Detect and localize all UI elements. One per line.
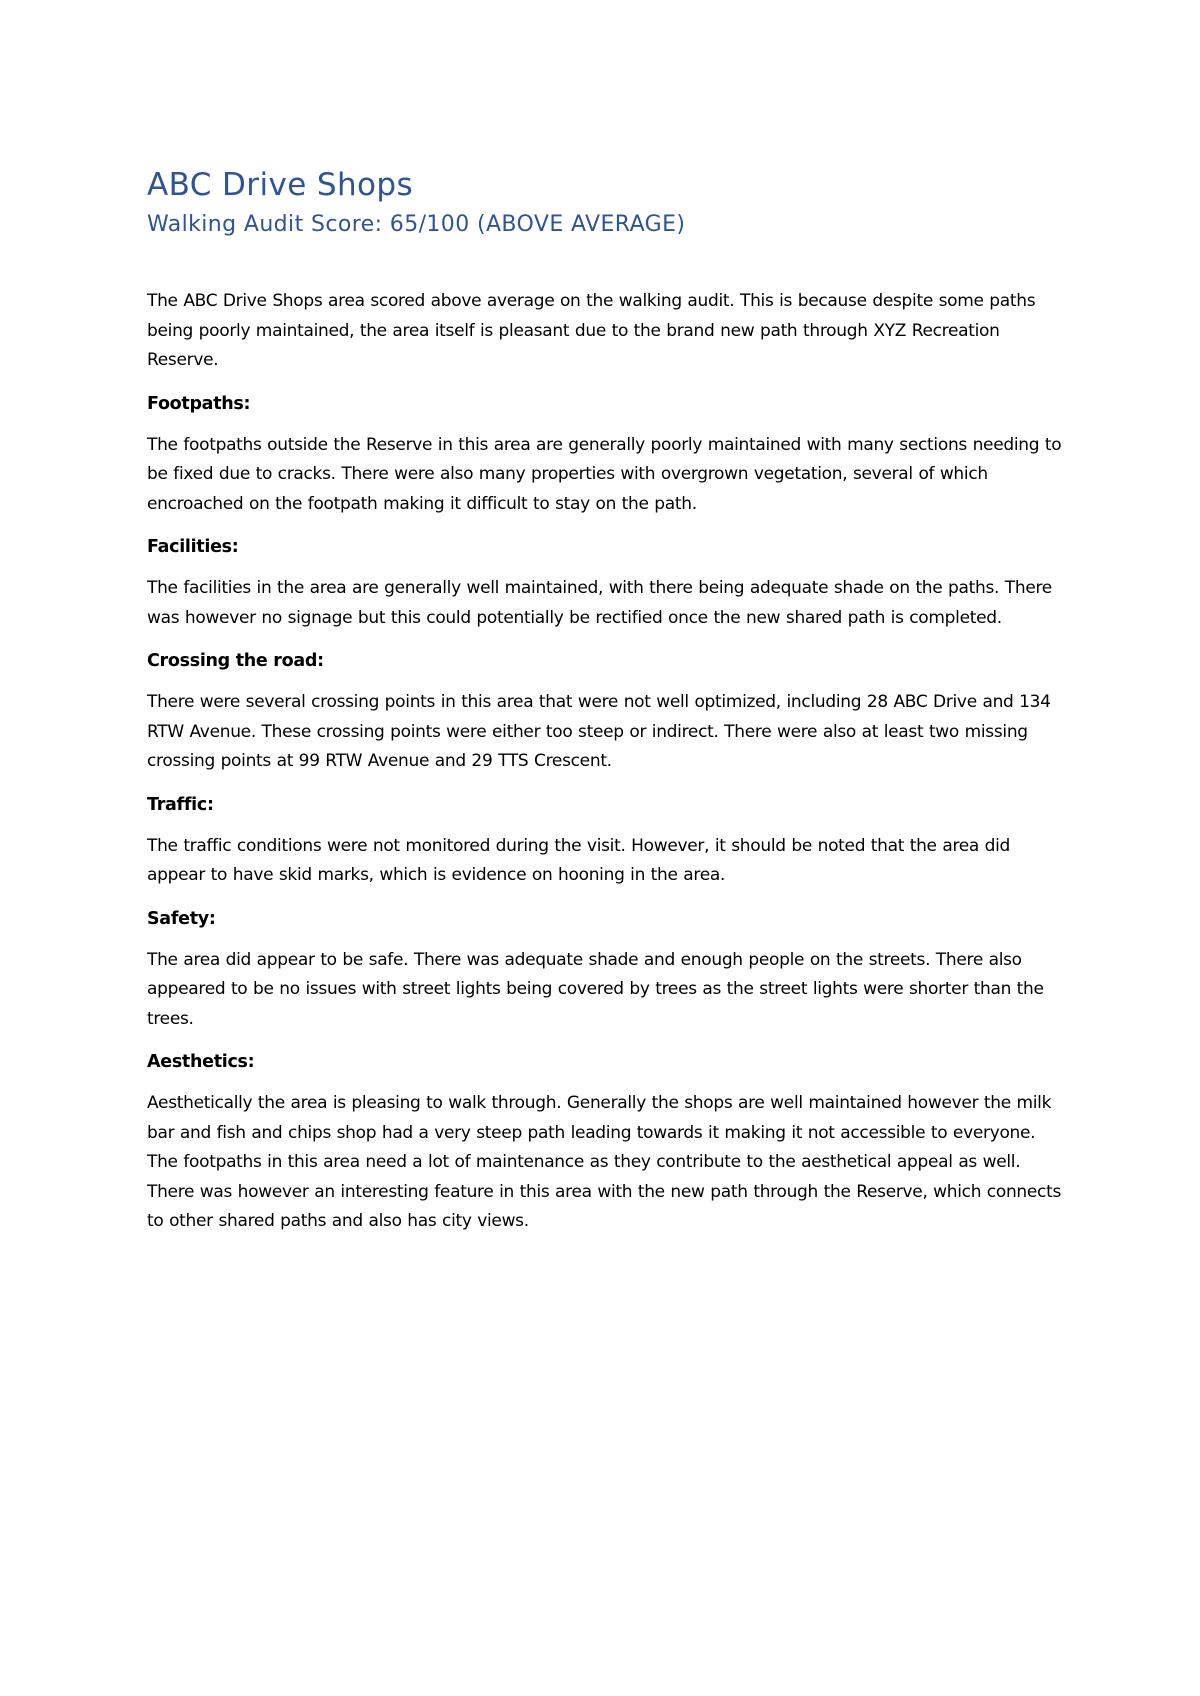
section-heading: Safety:	[147, 908, 216, 929]
section-paragraph: The area did appear to be safe. There was adequate shade and enough people on the streets. There also appeared to be no issues with street lights being covered by trees as the street lights were shorter than the trees.	[147, 949, 1044, 1029]
section-crossing-the-road	[147, 647, 1067, 777]
section-heading: Traffic:	[147, 794, 214, 815]
section-facilities	[147, 533, 1067, 633]
section-traffic	[147, 791, 1067, 891]
section-safety	[147, 905, 1067, 1035]
section-heading: Facilities:	[147, 537, 239, 557]
section-footpaths	[147, 390, 1067, 520]
section-heading: Footpaths:	[147, 393, 251, 414]
section-aesthetics	[147, 1048, 1067, 1237]
section-paragraph: The footpaths outside the Reserve in this area are generally poorly maintained with many sections needing to be fixed due to cracks. There were also many properties with overgrown vegetation, several of which encroached on the footpath making it difficult to stay on the path.	[147, 434, 1062, 514]
section-heading: Aesthetics:	[147, 1052, 255, 1072]
document-title: ABC Drive Shops	[147, 167, 414, 203]
section-paragraph: Aesthetically the area is pleasing to walk through. Generally the shops are well maintained however the milk bar and fish and chips shop had a very steep path leading towards it making it not accessible to everyone. The footpaths in this area need a lot of maintenance as they contribute to the aesthetical appeal as well. There was however an interesting feature in this area with the new path through the Reserve, which connects to other shared paths and also has city views.	[147, 1093, 1062, 1231]
document-page	[147, 166, 1067, 1237]
section-heading: Crossing the road:	[147, 651, 324, 671]
section-paragraph: There were several crossing points in this area that were not well optimized, including 28 ABC Drive and 134 RTW Avenue. These crossing points were either too steep or indirect. There were also at least two missing crossing points at 99 RTW Avenue and 29 TTS Crescent.	[147, 692, 1051, 771]
section-paragraph: The traffic conditions were not monitored during the visit. However, it should be noted that the area did appear to have skid marks, which is evidence on hooning in the area.	[147, 835, 1011, 885]
section-paragraph: The facilities in the area are generally well maintained, with there being adequate shade on the paths. There was however no signage but this could potentially be rectified once the new shared path is completed.	[147, 578, 1052, 628]
intro-paragraph: The ABC Drive Shops area scored above average on the walking audit. This is because despite some paths being poorly maintained, the area itself is pleasant due to the brand new path through XYZ Recreation Reserve.	[147, 291, 1036, 370]
audit-score-subtitle: Walking Audit Score: 65/100 (ABOVE AVERAGE)	[147, 212, 686, 237]
